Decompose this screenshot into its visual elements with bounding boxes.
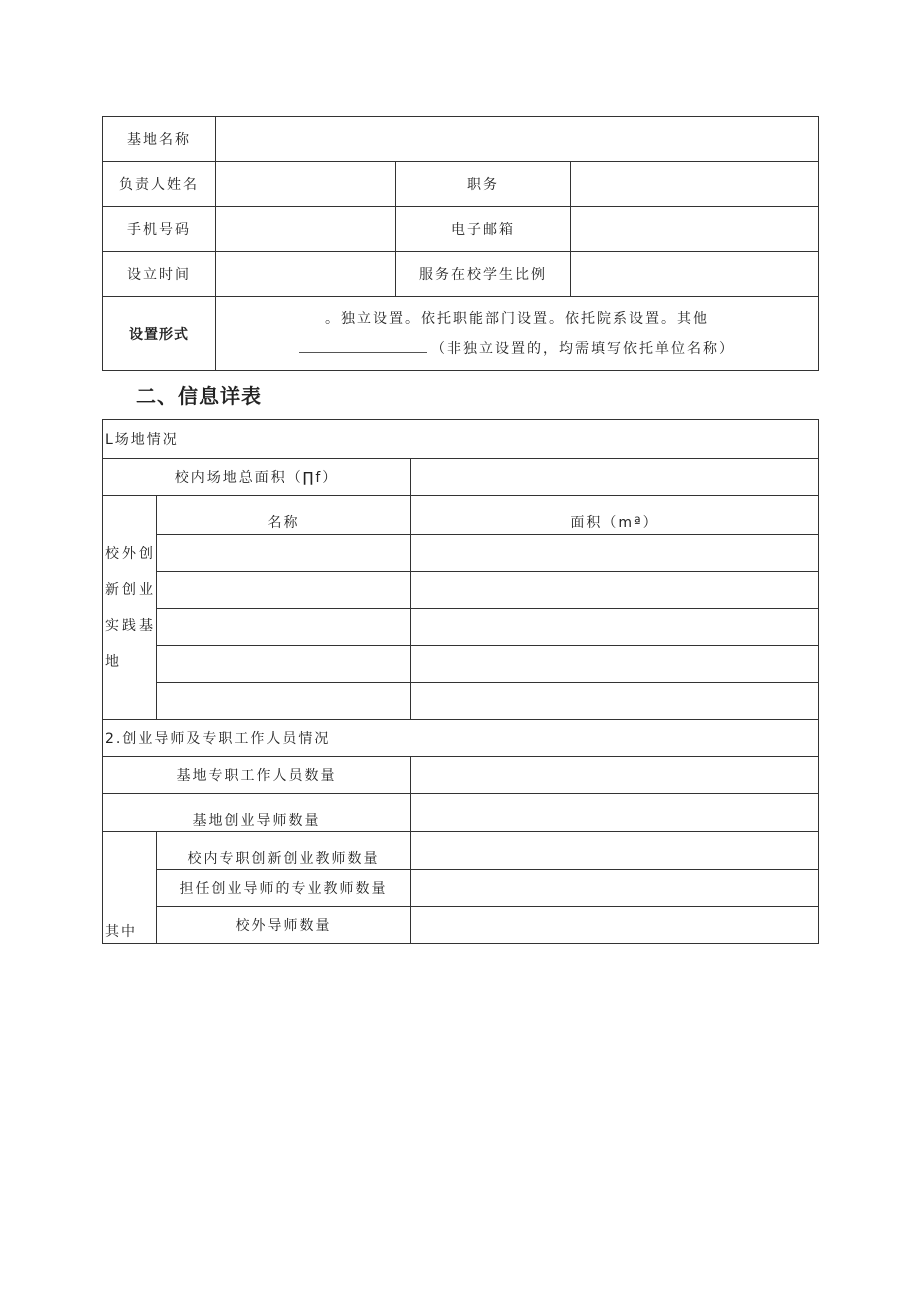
table-row: [103, 870, 819, 907]
table-row: [103, 535, 819, 572]
table-row: [103, 609, 819, 646]
setup-form-label: 设置形式: [103, 297, 216, 371]
table-row: [103, 459, 819, 496]
name-column-header: 名称: [157, 496, 411, 535]
section-heading: 二、信息详表: [136, 384, 262, 408]
phone-label: 手机号码: [103, 207, 216, 252]
table-row: [103, 757, 819, 794]
table-row: [103, 162, 819, 207]
table-row: [103, 646, 819, 683]
offsite-area-field[interactable]: [411, 646, 819, 683]
offsite-name-field[interactable]: [157, 535, 411, 572]
area-column-header: 面积（mª）: [411, 496, 819, 535]
offsite-area-field[interactable]: [411, 572, 819, 609]
offsite-name-field[interactable]: [157, 572, 411, 609]
offsite-area-field[interactable]: [411, 609, 819, 646]
professional-mentors-field[interactable]: [411, 870, 819, 907]
staff-section-title: 2.创业导师及专职工作人员情况: [103, 720, 819, 757]
established-label: 设立时间: [103, 252, 216, 297]
email-field[interactable]: [571, 207, 819, 252]
table-row: [103, 496, 819, 535]
setup-form-options: [216, 297, 819, 371]
phone-field[interactable]: [216, 207, 396, 252]
offsite-area-field[interactable]: [411, 683, 819, 720]
table-row: [103, 907, 819, 944]
table-row: [103, 720, 819, 757]
table-row: [103, 683, 819, 720]
table-row: [103, 794, 819, 832]
other-unit-blank[interactable]: [299, 338, 427, 353]
position-field[interactable]: [571, 162, 819, 207]
internal-teachers-label: 校内专职创新创业教师数量: [157, 832, 411, 870]
mentor-count-field[interactable]: [411, 794, 819, 832]
leader-name-label: 负责人姓名: [103, 162, 216, 207]
offsite-name-field[interactable]: [157, 683, 411, 720]
table-row: [103, 420, 819, 459]
offsite-name-field[interactable]: [157, 609, 411, 646]
among-label: 其中: [103, 832, 157, 944]
basic-info-table: [102, 116, 819, 371]
setup-form-line2: （非独立设置的，均需填写依托单位名称）: [431, 340, 735, 357]
base-name-field[interactable]: [216, 117, 819, 162]
setup-form-line2-wrap: [216, 334, 818, 364]
site-section-title: L场地情况: [103, 420, 819, 459]
offsite-name-field[interactable]: [157, 646, 411, 683]
offsite-area-field[interactable]: [411, 535, 819, 572]
position-label: 职务: [396, 162, 571, 207]
external-mentors-label: 校外导师数量: [157, 907, 411, 944]
table-row: [103, 207, 819, 252]
table-row: [103, 117, 819, 162]
onsite-area-label: 校内场地总面积（∏f）: [103, 459, 411, 496]
external-mentors-field[interactable]: [411, 907, 819, 944]
table-row: [103, 572, 819, 609]
setup-form-line1: 。独立设置。依托职能部门设置。依托院系设置。其他: [325, 310, 709, 327]
onsite-area-field[interactable]: [411, 459, 819, 496]
professional-mentors-label: 担任创业导师的专业教师数量: [157, 870, 411, 907]
table-row: [103, 832, 819, 870]
established-field[interactable]: [216, 252, 396, 297]
table-row: [103, 297, 819, 371]
student-ratio-label: 服务在校学生比例: [396, 252, 571, 297]
leader-name-field[interactable]: [216, 162, 396, 207]
fulltime-staff-field[interactable]: [411, 757, 819, 794]
offsite-base-label: 校外创新创业实践基地: [103, 496, 157, 720]
student-ratio-field[interactable]: [571, 252, 819, 297]
detail-table: [102, 419, 819, 944]
table-row: [103, 252, 819, 297]
fulltime-staff-label: 基地专职工作人员数量: [103, 757, 411, 794]
email-label: 电子邮箱: [396, 207, 571, 252]
base-name-label: 基地名称: [103, 117, 216, 162]
internal-teachers-field[interactable]: [411, 832, 819, 870]
mentor-count-label: 基地创业导师数量: [103, 794, 411, 832]
